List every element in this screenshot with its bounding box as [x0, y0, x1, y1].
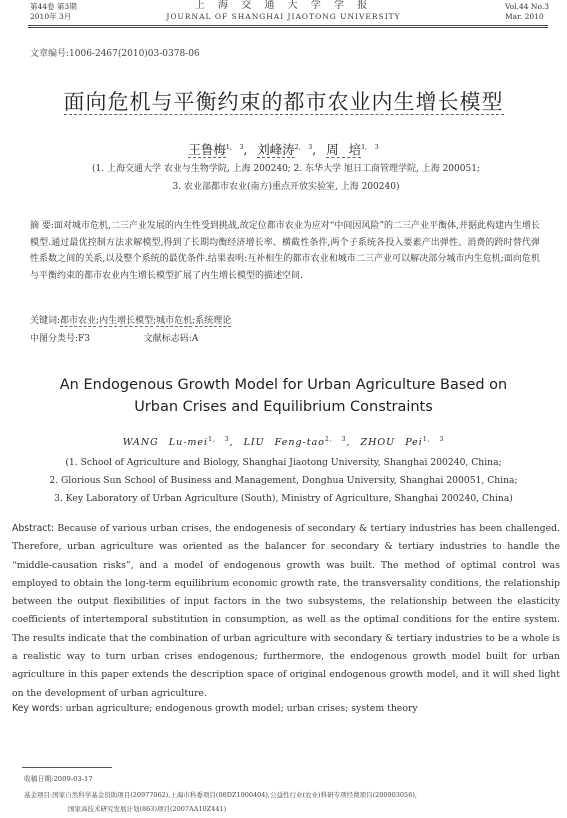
issue-date: 2010年 3月: [30, 12, 72, 21]
header-rule-top: [28, 25, 548, 26]
journal-name-en: JOURNAL OF SHANGHAI JIAOTONG UNIVERSITY: [166, 12, 401, 21]
affiliation-en-3: 3. Key Laboratory of Urban Agriculture (South), Ministry of Agriculture, Shanghai 200240, China): [54, 493, 513, 504]
keywords-en-text: urban agriculture; endogenous growth model; urban crises; system theory: [65, 703, 418, 714]
author-cn-3: 周 培: [326, 142, 362, 157]
author-cn-1-sup: 1, 3: [225, 143, 244, 151]
doc-code: A: [191, 334, 199, 344]
title-cn-text: 面向危机与平衡约束的都市农业内生增长模型: [63, 90, 504, 114]
keyword-cn-4: 系统理论: [195, 316, 232, 326]
doc-code-label: 文献标志码:: [143, 334, 192, 344]
keyword-cn-2: 内生增长模型: [99, 316, 154, 326]
abstract-en-text: Because of various urban crises, the endogenesis of secondary & tertiary industries has been challenged. Therefore, urban agriculture was oriented as the balancer for secondary & tertiary industries to handle the “middle-causation risks”, and a model of endogenous growth was built. The method of optimal control was employed to obtain the long-term equilibrium economic growth rate, the transversality conditions, the relationship between the output flexibilities of input factors in the two subsystems, the relationship between the elasticity coefficients of intertemporal substitution in consumption, as well as the optimal conditions for the entire system. The results indicate that the combination of urban agriculture with secondary & tertiary industries to be a whole is a realistic way to turn urban crises endogenous; furthermore, the endogenous growth model built for urban agriculture in this paper extends the description space of original endogenous growth model, and it will shed light on the development of urban agriculture.: [12, 523, 560, 699]
authors-cn: 王鲁梅$^{1, 3}$, 刘峰涛$^{2, 3}$, 周 培$^{1, 3}$: [188, 142, 379, 157]
author-en-2: LIU Feng-tao: [243, 437, 325, 449]
author-cn-2: 刘峰涛: [257, 142, 295, 157]
author-en-1: WANG Lu-mei: [122, 437, 209, 449]
keywords-cn-label: 关键词:: [30, 316, 61, 326]
title-en-line-1: An Endogenous Growth Model for Urban Agriculture Based on: [59, 377, 508, 393]
abstract-cn-text: 面对城市危机,二三产业发展的内生性受到挑战,故定位都市农业为应对“中间因风险”的二三产业平衡体,并据此构建内生增长模型.通过最优控制方法求解模型,得到了长期均衡经济增长率、横截性条件,两个子系统各投入要素产出弹性、消费的跨时替代弹性系数之间的关系,以及整个系统的最优条件.结果表明:互补相生的都市农业和城市二三产业可以解决部分城市内生危机;面向危机与平衡约束的都市农业内生增长模型扩展了内生增长模型的描述空间.: [30, 221, 540, 281]
keyword-cn-1: 都市农业: [60, 316, 97, 326]
author-en-3-sup: 1, 3: [422, 436, 445, 443]
affiliation-cn-1: (1. 上海交通大学 农业与生物学院, 上海 200240; 2. 东华大学 旭日工商管理学院, 上海 200051;: [92, 164, 480, 174]
author-en-2-sup: 2, 3: [325, 436, 347, 443]
journal-name: [0, 0, 567, 22]
author-cn-1: 王鲁梅: [188, 142, 226, 157]
keywords-en: [12, 703, 418, 714]
title-en: [0, 374, 567, 418]
affiliation-en-2: 2. Glorious Sun School of Business and Management, Donghua University, Shanghai 200051, China;: [49, 475, 518, 486]
article-number: 文章编号:1006-2467(2010)03-0378-06: [30, 49, 200, 59]
affiliation-cn-2: 3. 农业部都市农业(南方)重点开放实验室, 上海 200240): [172, 182, 400, 192]
author-cn-3-sup: 1, 3: [361, 143, 379, 151]
author-en-1-sup: 1, 3: [208, 436, 230, 443]
abstract-en: [12, 520, 560, 703]
header-rule-bottom: [28, 27, 548, 28]
keywords-cn: 关键词:都市农业;内生增长模型;城市危机;系统理论: [30, 316, 232, 326]
keyword-cn-3: 城市危机: [156, 316, 193, 326]
author-en-3: ZHOU Pei: [360, 437, 423, 449]
footnote-received: 收稿日期:2009-03-17: [24, 775, 93, 783]
classification-cn: [30, 331, 198, 344]
affiliation-en-1: (1. School of Agriculture and Biology, Shanghai Jiaotong University, Shanghai 200240, China;: [65, 457, 502, 468]
keywords-en-label: Key words:: [12, 703, 63, 714]
class-no: F3: [78, 334, 91, 344]
footnote-funding-1: 基金项目:国家自然科学基金资助项目(20977062),上海市科委项目(08DZ1900404),公益性行业(农业)科研专项经费项目(200903056),: [24, 791, 417, 799]
abstract-cn-label: 摘 要:: [30, 221, 54, 231]
footnote-rule: [22, 767, 112, 768]
title-cn: [0, 86, 567, 116]
title-en-line-2: Urban Crises and Equilibrium Constraints: [134, 399, 433, 415]
abstract-cn: [30, 218, 540, 284]
author-cn-2-sup: 2, 3: [294, 143, 313, 151]
class-no-label: 中图分类号:: [30, 334, 79, 344]
footnote-funding-2: 国家高技术研究发展计划(863)项目(2007AA10Z441): [68, 805, 227, 813]
journal-volume-info-en: [505, 2, 549, 22]
authors-en: WANG Lu-mei$^{1, 3}$, LIU Feng-tao$^{2, 3}$, ZHOU Pei$^{1, 3}$: [122, 436, 445, 449]
issue-date-en: Mar. 2010: [504, 12, 544, 21]
volume-issue-en: Vol.44 No.3: [504, 2, 549, 11]
journal-name-cn: 上 海 交 通 大 学 学 报: [194, 0, 373, 11]
volume-issue: 第44卷 第3期: [30, 2, 77, 11]
abstract-en-label: Abstract:: [12, 523, 55, 534]
